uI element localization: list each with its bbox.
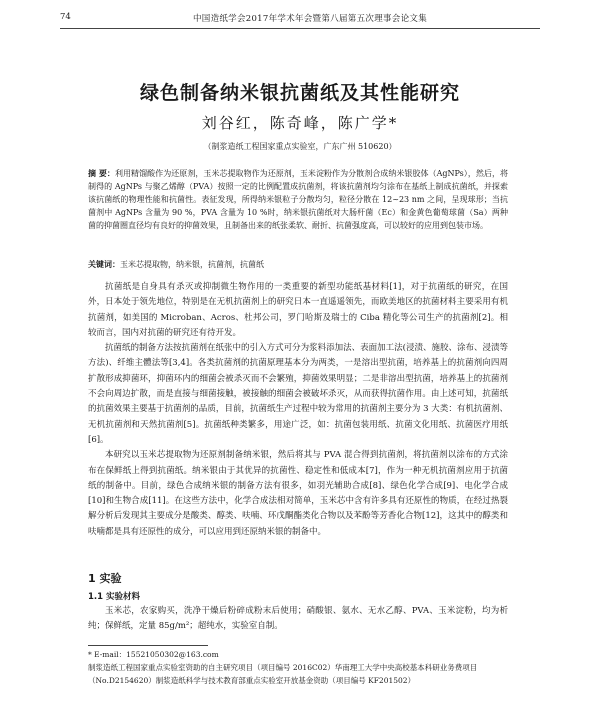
footnotes	[88, 648, 508, 687]
footnote-rule	[88, 645, 208, 646]
body-text	[88, 280, 508, 540]
keywords-text: 玉米芯提取物，纳米银，抗菌剂，抗菌纸	[120, 260, 264, 269]
abstract-text: 利用精馏酸作为还原剂，玉米芯提取物作为还原剂，玉米淀粉作为分散剂合成纳米银胶体（AgNPs），然后，将制得的 AgNPs 与聚乙烯醇（PVA）按照一定的比例配置成抗菌剂，将该抗菌剂均匀涂布在基纸上制成抗菌纸，并探索该抗菌纸的物理性能和抗菌性。表征发现，所得纳米银粒子分散均匀，粒径分散在 12~23 nm 之间，呈现球形；当抗菌剂中 AgNPs 含量为 90 %，PVA 含量为 10 %时，纳米银抗菌纸对大肠杆菌（Ec）和金黄色葡萄球菌（Sa）两种菌的抑菌圈直径均有良好的抑菌效果，且制备出来的纸张柔软、耐折、抗菌强度高，可以较好的应用到包装市场。	[88, 169, 508, 230]
footnote-funding: 制浆造纸工程国家重点实验室资助的自主研究项目（项目编号 2016C02）华南理工大学中央高校基本科研业务费项目（No.D2154620）制浆造纸科学与技术教育部重点实验室开放基金资助（项目编号 KF201502）	[88, 663, 478, 685]
page-number: 74	[60, 12, 71, 22]
body-paragraph-3: 本研究以玉米芯提取物为还原剂制备纳米银，然后将其与 PVA 混合得到抗菌剂，将抗菌剂以涂布的方式涂布在保鲜纸上得到抗菌纸。纳米银由于其优异的抗菌性、稳定性和低成本[7]，作为一种无机抗菌剂应用于抗菌纸的制备中。目前，绿色合成纳米银的制备方法有很多，如羽光辅助合成[8]、绿色化学合成[9]、电化学合成[10]和生物合成[11]。在这些方法中，化学合成法相对简单，玉米芯中含有许多具有还原性的物质，在经过热裂解分析后发现其主要成分是酸类、醇类、呋喃、环戊酮酯类化合物以及苯酚等芳香化合物[12]，这其中的醇类和呋喃都是具有还原性的成分，可以应用到还原纳米银的制备中。	[88, 450, 508, 537]
subsection-heading	[88, 590, 140, 602]
materials-paragraph: 玉米芯，农家购买，洗净干燥后粉碎成粉末后使用；硝酸银、氨水、无水乙醇、PVA、玉米淀粉，均为析纯；保鲜纸，定量 85g/m²；超纯水，实验室自制。	[88, 606, 508, 631]
running-title: 中国造纸学会2017年学术年会暨第八届第五次理事会论文集	[192, 14, 428, 24]
section-number: 1	[88, 572, 96, 585]
keywords	[88, 258, 508, 271]
body-paragraph-1: 抗菌纸是自身具有杀灭或抑制微生物作用的一类重要的新型功能纸基材料[1]，对于抗菌纸的研究，在国外，日本处于领先地位，特别是在无机抗菌剂上的研究日本一直遥遥领先，而欧美地区的抗菌材料主要采用有机抗菌剂，如美国的 Microban、Acros、杜邦公司，罗门哈斯及瑞士的 Ciba 精化等公司生产的抗菌剂[2]。相较而言，国内对抗菌的研究还有待开发。	[88, 282, 508, 338]
subsection-title: 实验材料	[106, 592, 141, 602]
section-title: 实验	[99, 572, 122, 585]
authors: 刘谷红，陈奇峰，陈广学*	[201, 114, 399, 132]
footnote-email: * E-mail：15521050302@163.com	[88, 650, 219, 659]
keywords-label: 关键词：	[88, 260, 120, 269]
section-heading	[88, 570, 122, 586]
abstract-label: 摘 要：	[88, 169, 115, 178]
abstract	[88, 167, 508, 232]
running-header	[60, 10, 540, 29]
paper-title: 绿色制备纳米银抗菌纸及其性能研究	[139, 82, 460, 104]
affiliation: （制浆造纸工程国家重点实验室，广东广州 510620）	[203, 142, 397, 151]
subsection-number: 1.1	[88, 592, 104, 602]
body-paragraph-2: 抗菌纸的制备方法按抗菌剂在纸张中的引入方式可分为浆料添加法、表面加工法(浸渍、施胶、涂布、浸渍等方法)、纤维主體法等[3,4]。各类抗菌剂的抗菌原理基本分为两类，一是溶出型抗菌，培养基上的抗菌剂向四周扩散形成抑菌环，抑菌环内的细菌会被杀灭而不会繁殖，抑菌效果明显；二是非溶出型抗菌，培养基上的抗菌剂不会向周边扩散，而是直接与细菌接触，被接触的细菌会被破坏杀灭，从而获得抗菌作用。由上述可知，抗菌纸的抗菌效果主要基于抗菌剂的品质，目前，抗菌纸生产过程中较为常用的抗菌剂主要分为 3 大类：有机抗菌剂、无机抗菌剂和天然抗菌剂[5]。抗菌纸种类繁多，用途广泛，如：抗菌包装用纸、抗菌文化用纸、抗菌医疗用纸[6]。	[88, 343, 508, 445]
